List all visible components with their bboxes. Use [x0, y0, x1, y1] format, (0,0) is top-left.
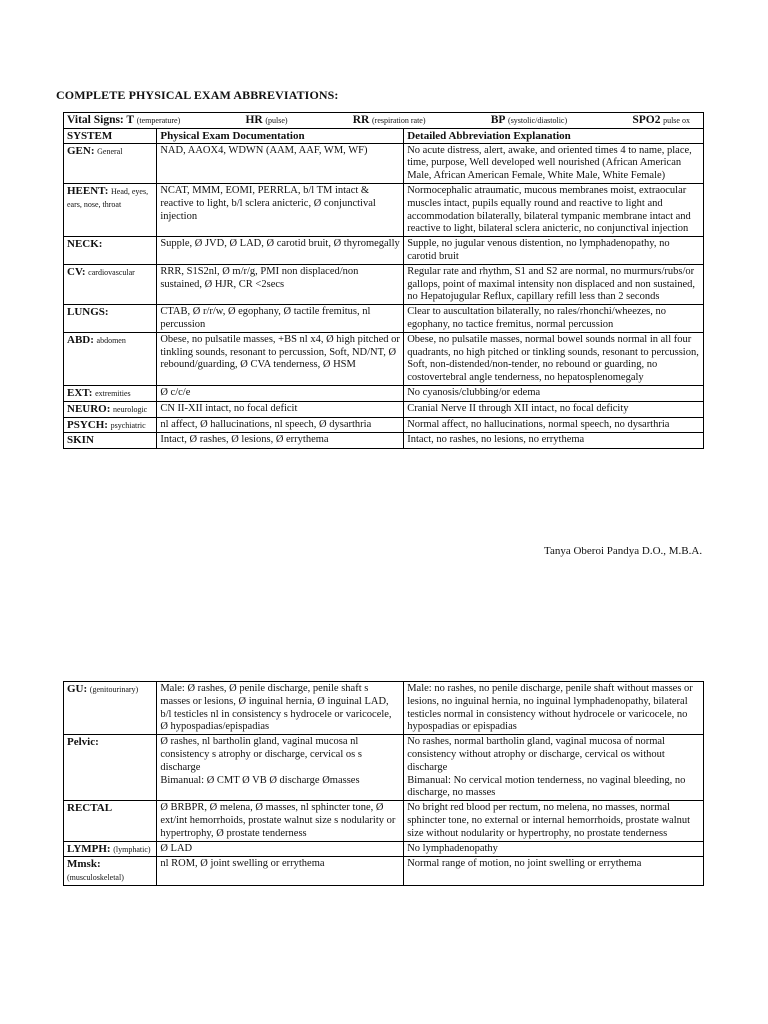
- exam-row: [64, 183, 704, 236]
- documentation-cell: nl ROM, Ø joint swelling or errythema: [157, 857, 404, 886]
- explanation-cell: No acute distress, alert, awake, and oriented times 4 to name, place, time, purpose, Well developed well nourished (African American Male, African American Female, White Male, White Female): [404, 143, 704, 183]
- vital-sign-label: RR: [352, 114, 370, 126]
- system-description: abdomen: [96, 335, 126, 345]
- vital-sign-item: [491, 114, 567, 128]
- explanation-cell: No cyanosis/clubbing/or edema: [404, 385, 704, 401]
- explanation-cell: Supple, no jugular venous distention, no lymphadenopathy, no carotid bruit: [404, 237, 704, 265]
- documentation-cell: nl affect, Ø hallucinations, nl speech, Ø dysarthria: [157, 417, 404, 433]
- system-description: General: [97, 146, 123, 156]
- system-cell: [64, 857, 157, 886]
- explanation-cell: Male: no rashes, no penile discharge, penile shaft without masses or lesions, no inguinal hernia, no inguinal lymphadenopathy, bilateral testicles normal in consistency without hydrocele or varicocele, no hypospadias or epispadias: [404, 682, 704, 735]
- system-cell: [64, 401, 157, 417]
- explanation-cell: Normocephalic atraumatic, mucous membranes moist, extraocular muscles intact, pupils equally round and reactive to light and accommodation bilaterally, bilateral tympanic membrane intact and reactive to light, bilateral sclera anicteric, no conjunctival injection: [404, 183, 704, 236]
- document-title: COMPLETE PHYSICAL EXAM ABBREVIATIONS:: [56, 88, 339, 102]
- vital-signs-row: [64, 113, 704, 129]
- system-description: (musculoskeletal): [67, 873, 124, 883]
- system-cell: [64, 801, 157, 841]
- system-name: GEN:: [67, 144, 95, 157]
- exam-row: [64, 735, 704, 801]
- system-cell: [64, 305, 157, 333]
- explanation-cell: Normal affect, no hallucinations, normal speech, no dysarthria: [404, 417, 704, 433]
- header-row: [64, 128, 704, 143]
- documentation-cell: Ø LAD: [157, 841, 404, 857]
- exam-row: [64, 433, 704, 449]
- header-explanation: Detailed Abbreviation Explanation: [404, 128, 704, 143]
- vital-sign-description: (systolic/diastolic): [508, 116, 568, 125]
- exam-table-1: [63, 112, 704, 449]
- vital-sign-item: [67, 114, 180, 128]
- explanation-cell: Normal range of motion, no joint swelling or errythema: [404, 857, 704, 886]
- documentation-cell: CTAB, Ø r/r/w, Ø egophany, Ø tactile fremitus, nl percussion: [157, 305, 404, 333]
- exam-row: [64, 801, 704, 841]
- system-description: psychiatric: [110, 420, 146, 430]
- explanation-cell: Cranial Nerve II through XII intact, no focal deficity: [404, 401, 704, 417]
- exam-row: [64, 332, 704, 385]
- system-name: CV:: [67, 265, 86, 278]
- system-description: neurologic: [113, 404, 148, 414]
- system-cell: [64, 841, 157, 857]
- system-name: LUNGS:: [67, 306, 109, 319]
- system-cell: [64, 735, 157, 801]
- explanation-cell: Clear to auscultation bilaterally, no rales/rhonchi/wheezes, no egophany, no tactice fremitus, normal percussion: [404, 305, 704, 333]
- system-description: extremities: [95, 388, 131, 398]
- system-cell: [64, 385, 157, 401]
- system-description: cardiovascular: [88, 267, 135, 277]
- explanation-cell: No rashes, normal bartholin gland, vaginal mucosa of normal consistency without atrophy or discharge, cervical os without discharge Bimanual: No cervical motion tenderness, no vaginal bleeding, no discharge, no masses: [404, 735, 704, 801]
- system-name: SKIN: [67, 434, 94, 447]
- documentation-cell: Ø rashes, nl bartholin gland, vaginal mucosa nl consistency s atrophy or discharge, cervical os s discharge Bimanual: Ø CMT Ø VB Ø discharge Ømasses: [157, 735, 404, 801]
- vital-sign-description: (respiration rate): [371, 116, 426, 125]
- system-name: EXT:: [67, 386, 93, 399]
- system-cell: [64, 143, 157, 183]
- documentation-cell: Obese, no pulsatile masses, +BS nl x4, Ø high pitched or tinkling sounds, resonant to percussion, Soft, ND/NT, Ø rebound/guarding, Ø CVA tenderness, Ø HSM: [157, 332, 404, 385]
- exam-row: [64, 417, 704, 433]
- vital-sign-description: (temperature): [136, 116, 181, 125]
- system-name: HEENT:: [67, 184, 109, 197]
- system-cell: [64, 332, 157, 385]
- vital-sign-label: HR: [245, 114, 263, 126]
- system-cell: [64, 417, 157, 433]
- system-cell: [64, 682, 157, 735]
- documentation-cell: Ø BRBPR, Ø melena, Ø masses, nl sphincter tone, Ø ext/int hemorrhoids, prostate walnut size s nodularity or hypertrophy, Ø prostate tenderness: [157, 801, 404, 841]
- system-name: LYMPH:: [67, 842, 111, 855]
- exam-row: [64, 857, 704, 886]
- system-name: NECK:: [67, 238, 103, 251]
- system-description: Head, eyes, ears, nose, throat: [67, 186, 149, 209]
- vital-sign-label: SPO2: [632, 114, 661, 126]
- system-name: GU:: [67, 683, 88, 695]
- system-name: PSYCH:: [67, 418, 108, 431]
- documentation-cell: CN II-XII intact, no focal deficit: [157, 401, 404, 417]
- vital-sign-label: Vital Signs: T: [67, 114, 135, 126]
- exam-table-2: [63, 681, 704, 886]
- documentation-cell: Male: Ø rashes, Ø penile discharge, penile shaft s masses or lesions, Ø inguinal hernia, Ø inguinal LAD, b/l testicles nl in consistency s hydrocele or varicocele, Ø hypospadias/epispadias: [157, 682, 404, 735]
- vital-signs: [67, 114, 700, 128]
- exam-row: [64, 682, 704, 735]
- exam-row: [64, 237, 704, 265]
- system-name: NEURO:: [67, 402, 111, 415]
- system-name: RECTAL: [67, 802, 113, 815]
- exam-row: [64, 841, 704, 857]
- system-cell: [64, 183, 157, 236]
- explanation-cell: No bright red blood per rectum, no melena, no masses, normal sphincter tone, no external or internal hemorrhoids, prostate walnut size without nodularity or hypertrophy, no prostate tenderness: [404, 801, 704, 841]
- documentation-cell: Intact, Ø rashes, Ø lesions, Ø errythema: [157, 433, 404, 449]
- system-name: ABD:: [67, 333, 94, 346]
- explanation-cell: No lymphadenopathy: [404, 841, 704, 857]
- header-system: SYSTEM: [64, 128, 157, 143]
- documentation-cell: Supple, Ø JVD, Ø LAD, Ø carotid bruit, Ø thyromegally: [157, 237, 404, 265]
- header-documentation: Physical Exam Documentation: [157, 128, 404, 143]
- exam-row: [64, 305, 704, 333]
- documentation-cell: NAD, AAOX4, WDWN (AAM, AAF, WM, WF): [157, 143, 404, 183]
- vital-sign-item: [632, 114, 690, 128]
- vital-sign-label: BP: [490, 114, 506, 126]
- vital-sign-item: [245, 114, 287, 128]
- exam-row: [64, 385, 704, 401]
- exam-row: [64, 264, 704, 304]
- exam-row: [64, 401, 704, 417]
- system-description: (genitourinary): [89, 685, 139, 694]
- explanation-cell: Intact, no rashes, no lesions, no errythema: [404, 433, 704, 449]
- explanation-cell: Regular rate and rhythm, S1 and S2 are normal, no murmurs/rubs/or gallops, point of maximal intensity non displaced and non sustained, no Hepatojugular Reflux, capillary refill less than 2 seconds: [404, 264, 704, 304]
- documentation-cell: Ø c/c/e: [157, 385, 404, 401]
- documentation-cell: RRR, S1S2nl, Ø m/r/g, PMI non displaced/non sustained, Ø HJR, CR <2secs: [157, 264, 404, 304]
- vital-sign-item: [353, 114, 426, 128]
- vital-sign-description: pulse ox: [663, 116, 690, 125]
- system-name: Mmsk:: [67, 858, 101, 871]
- author-credit: Tanya Oberoi Pandya D.O., M.B.A.: [544, 545, 703, 557]
- system-cell: [64, 237, 157, 265]
- documentation-cell: NCAT, MMM, EOMI, PERRLA, b/l TM intact & reactive to light, b/l sclera anicteric, Ø conjunctival injection: [157, 183, 404, 236]
- explanation-cell: Obese, no pulsatile masses, normal bowel sounds normal in all four quadrants, no high pitched or tinkling sounds, resonant to percussion, Soft, non-distended/non-tender, no rebound or guarding, no costovertebral angle tenderness, no hepatosplenomegaly: [404, 332, 704, 385]
- system-description: (lymphatic): [113, 844, 151, 854]
- system-cell: [64, 264, 157, 304]
- system-cell: [64, 433, 157, 449]
- system-name: Pelvic:: [67, 736, 99, 749]
- vital-sign-description: (pulse): [265, 116, 288, 125]
- exam-row: [64, 143, 704, 183]
